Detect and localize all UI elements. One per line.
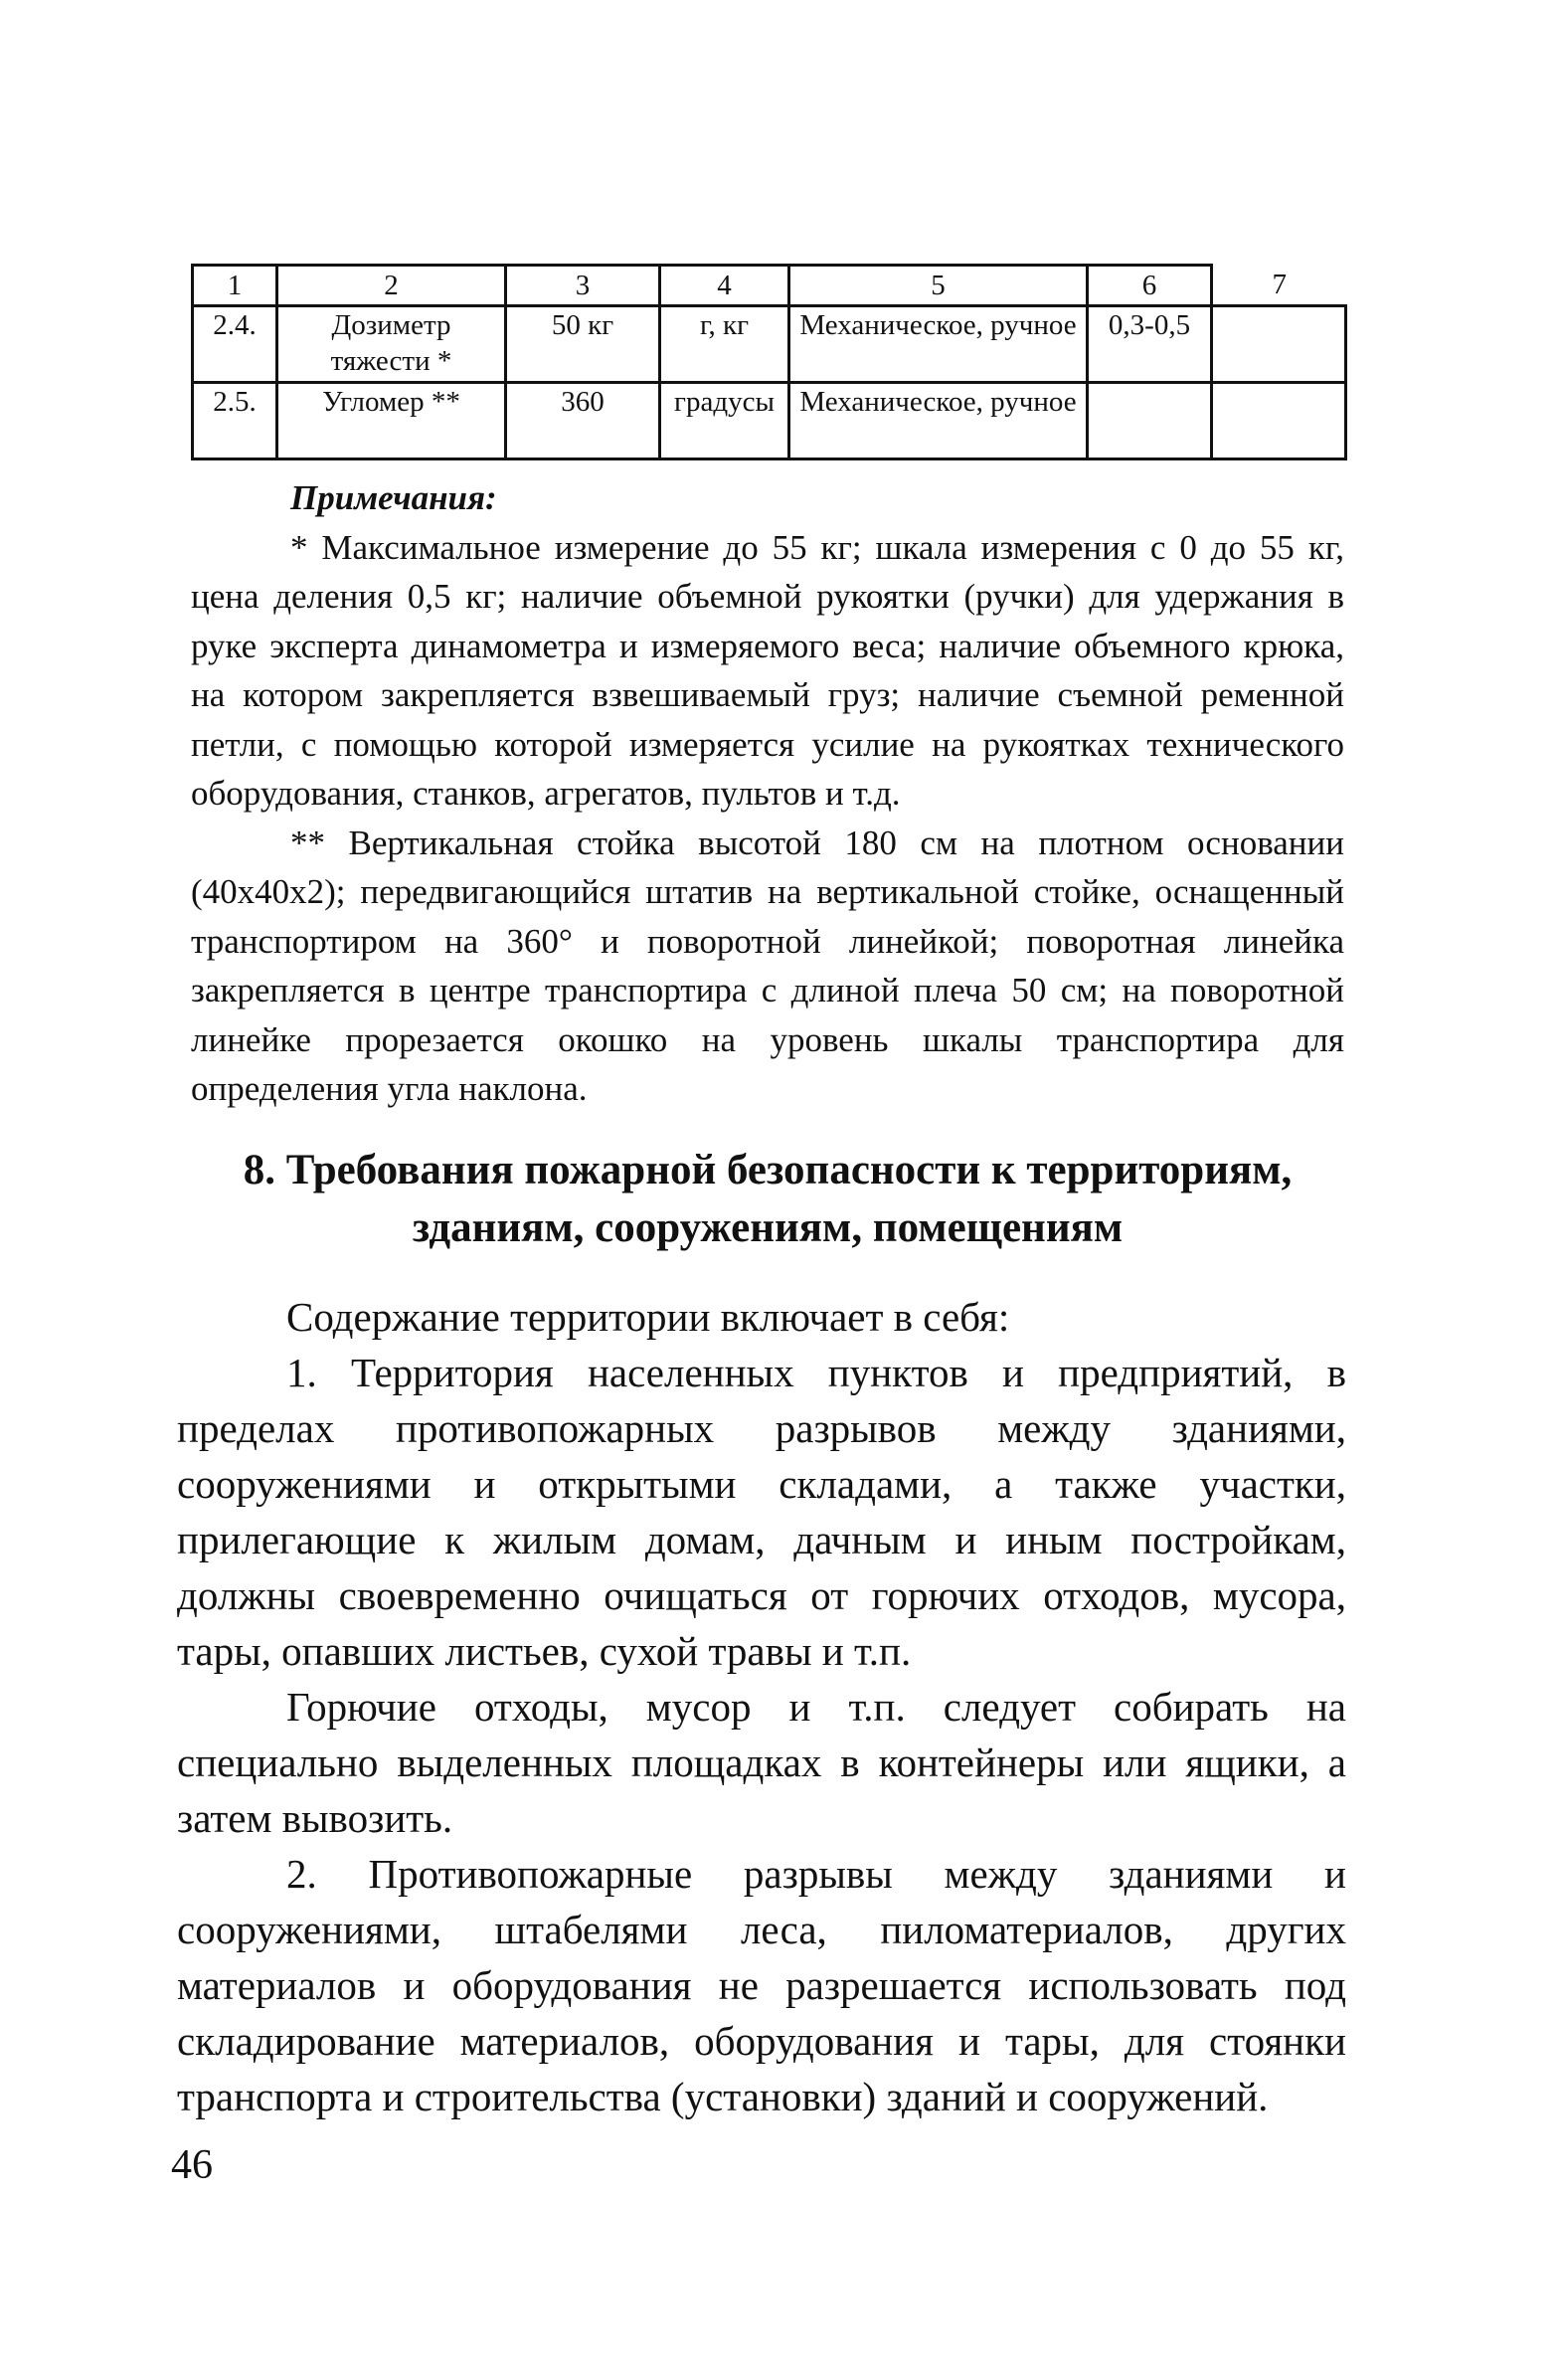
table-cell-error (1088, 383, 1212, 459)
table-header-cell: 5 (789, 266, 1088, 306)
table-cell-unit: г, кг (660, 306, 789, 383)
note-paragraph: * Максимальное измерение до 55 кг; шкала измерения с 0 до 55 кг, цена деления 0,5 кг; наличие объемной рукоятки (ручки) для удержания в руке эксперта динамометра и измеряемого веса; наличие объемного крюка, на котором закрепляется взвешиваемый груз; наличие съемной ременной петли, с помощью которой измеряется усилие на рукоятках технического оборудования, станков, агрегатов, пультов и т.д. (191, 527, 1344, 813)
table-cell-name: Угломер ** (277, 383, 506, 459)
table-cell-extra (1212, 306, 1346, 383)
table-row (193, 306, 1346, 383)
notes-block (191, 473, 1344, 1114)
body-paragraph: Горючие отходы, мусор и т.п. следует собирать на специально выделенных площадках в контейнеры или ящики, а затем вывозить. (177, 1684, 1346, 1841)
section-heading (191, 1142, 1344, 1257)
table-header-row (193, 266, 1346, 306)
table-cell-range: 360 (506, 383, 660, 459)
page-number: 46 (171, 2142, 213, 2188)
table-cell-unit: градусы (660, 383, 789, 459)
table-cell-type: Механическое, ручное (789, 383, 1088, 459)
body-text (177, 1289, 1346, 2124)
note-paragraph: ** Вертикальная стойка высотой 180 см на плотном основании (40х40х2); передвигающийся штатив на вертикальной стойке, оснащенный транспортиром на 360° и поворотной линейкой; поворотная линейка закрепляется в центре транспортира с длиной плеча 50 см; на поворотной линейке прорезается окошко на уровень шкалы транспортира для определения угла наклона. (191, 823, 1344, 1108)
body-paragraph: 2. Противопожарные разрывы между зданиями и сооружениями, штабелями леса, пиломатериалов, других материалов и оборудования не разрешается использовать под складирование материалов, оборудования и тары, для стоянки транспорта и строительства (установки) зданий и сооружений. (177, 1851, 1346, 2119)
section-heading-line: 8. Требования пожарной безопасности к территориям, (243, 1147, 1293, 1193)
table-header-cell: 4 (660, 266, 789, 306)
table-cell-type: Механическое, ручное (789, 306, 1088, 383)
table-cell-name: Дозиметр тяжести * (277, 306, 506, 383)
equipment-table (191, 264, 1347, 460)
table-header-cell: 2 (277, 266, 506, 306)
table-cell-number: 2.4. (193, 306, 277, 383)
table-cell-number: 2.5. (193, 383, 277, 459)
table-cell-extra (1212, 383, 1346, 459)
body-paragraph: Содержание территории включает в себя: (286, 1294, 1010, 1340)
table-header-cell: 1 (193, 266, 277, 306)
table-cell-range: 50 кг (506, 306, 660, 383)
table-cell-error: 0,3-0,5 (1088, 306, 1212, 383)
notes-title: Примечания: (290, 478, 497, 517)
table-row (193, 383, 1346, 459)
table-header-cell: 3 (506, 266, 660, 306)
table-header-cell: 6 (1088, 266, 1212, 306)
table-header-cell: 7 (1212, 266, 1346, 306)
section-heading-line: зданиям, сооружениям, помещениям (412, 1204, 1124, 1251)
body-paragraph: 1. Территория населенных пунктов и предприятий, в пределах противопожарных разрывов между зданиями, сооружениями и открытыми складами, а также участки, прилегающие к жилым домам, дачным и иным постройкам, должны своевременно очищаться от горючих отходов, мусора, тары, опавших листьев, сухой травы и т.п. (177, 1350, 1346, 1674)
